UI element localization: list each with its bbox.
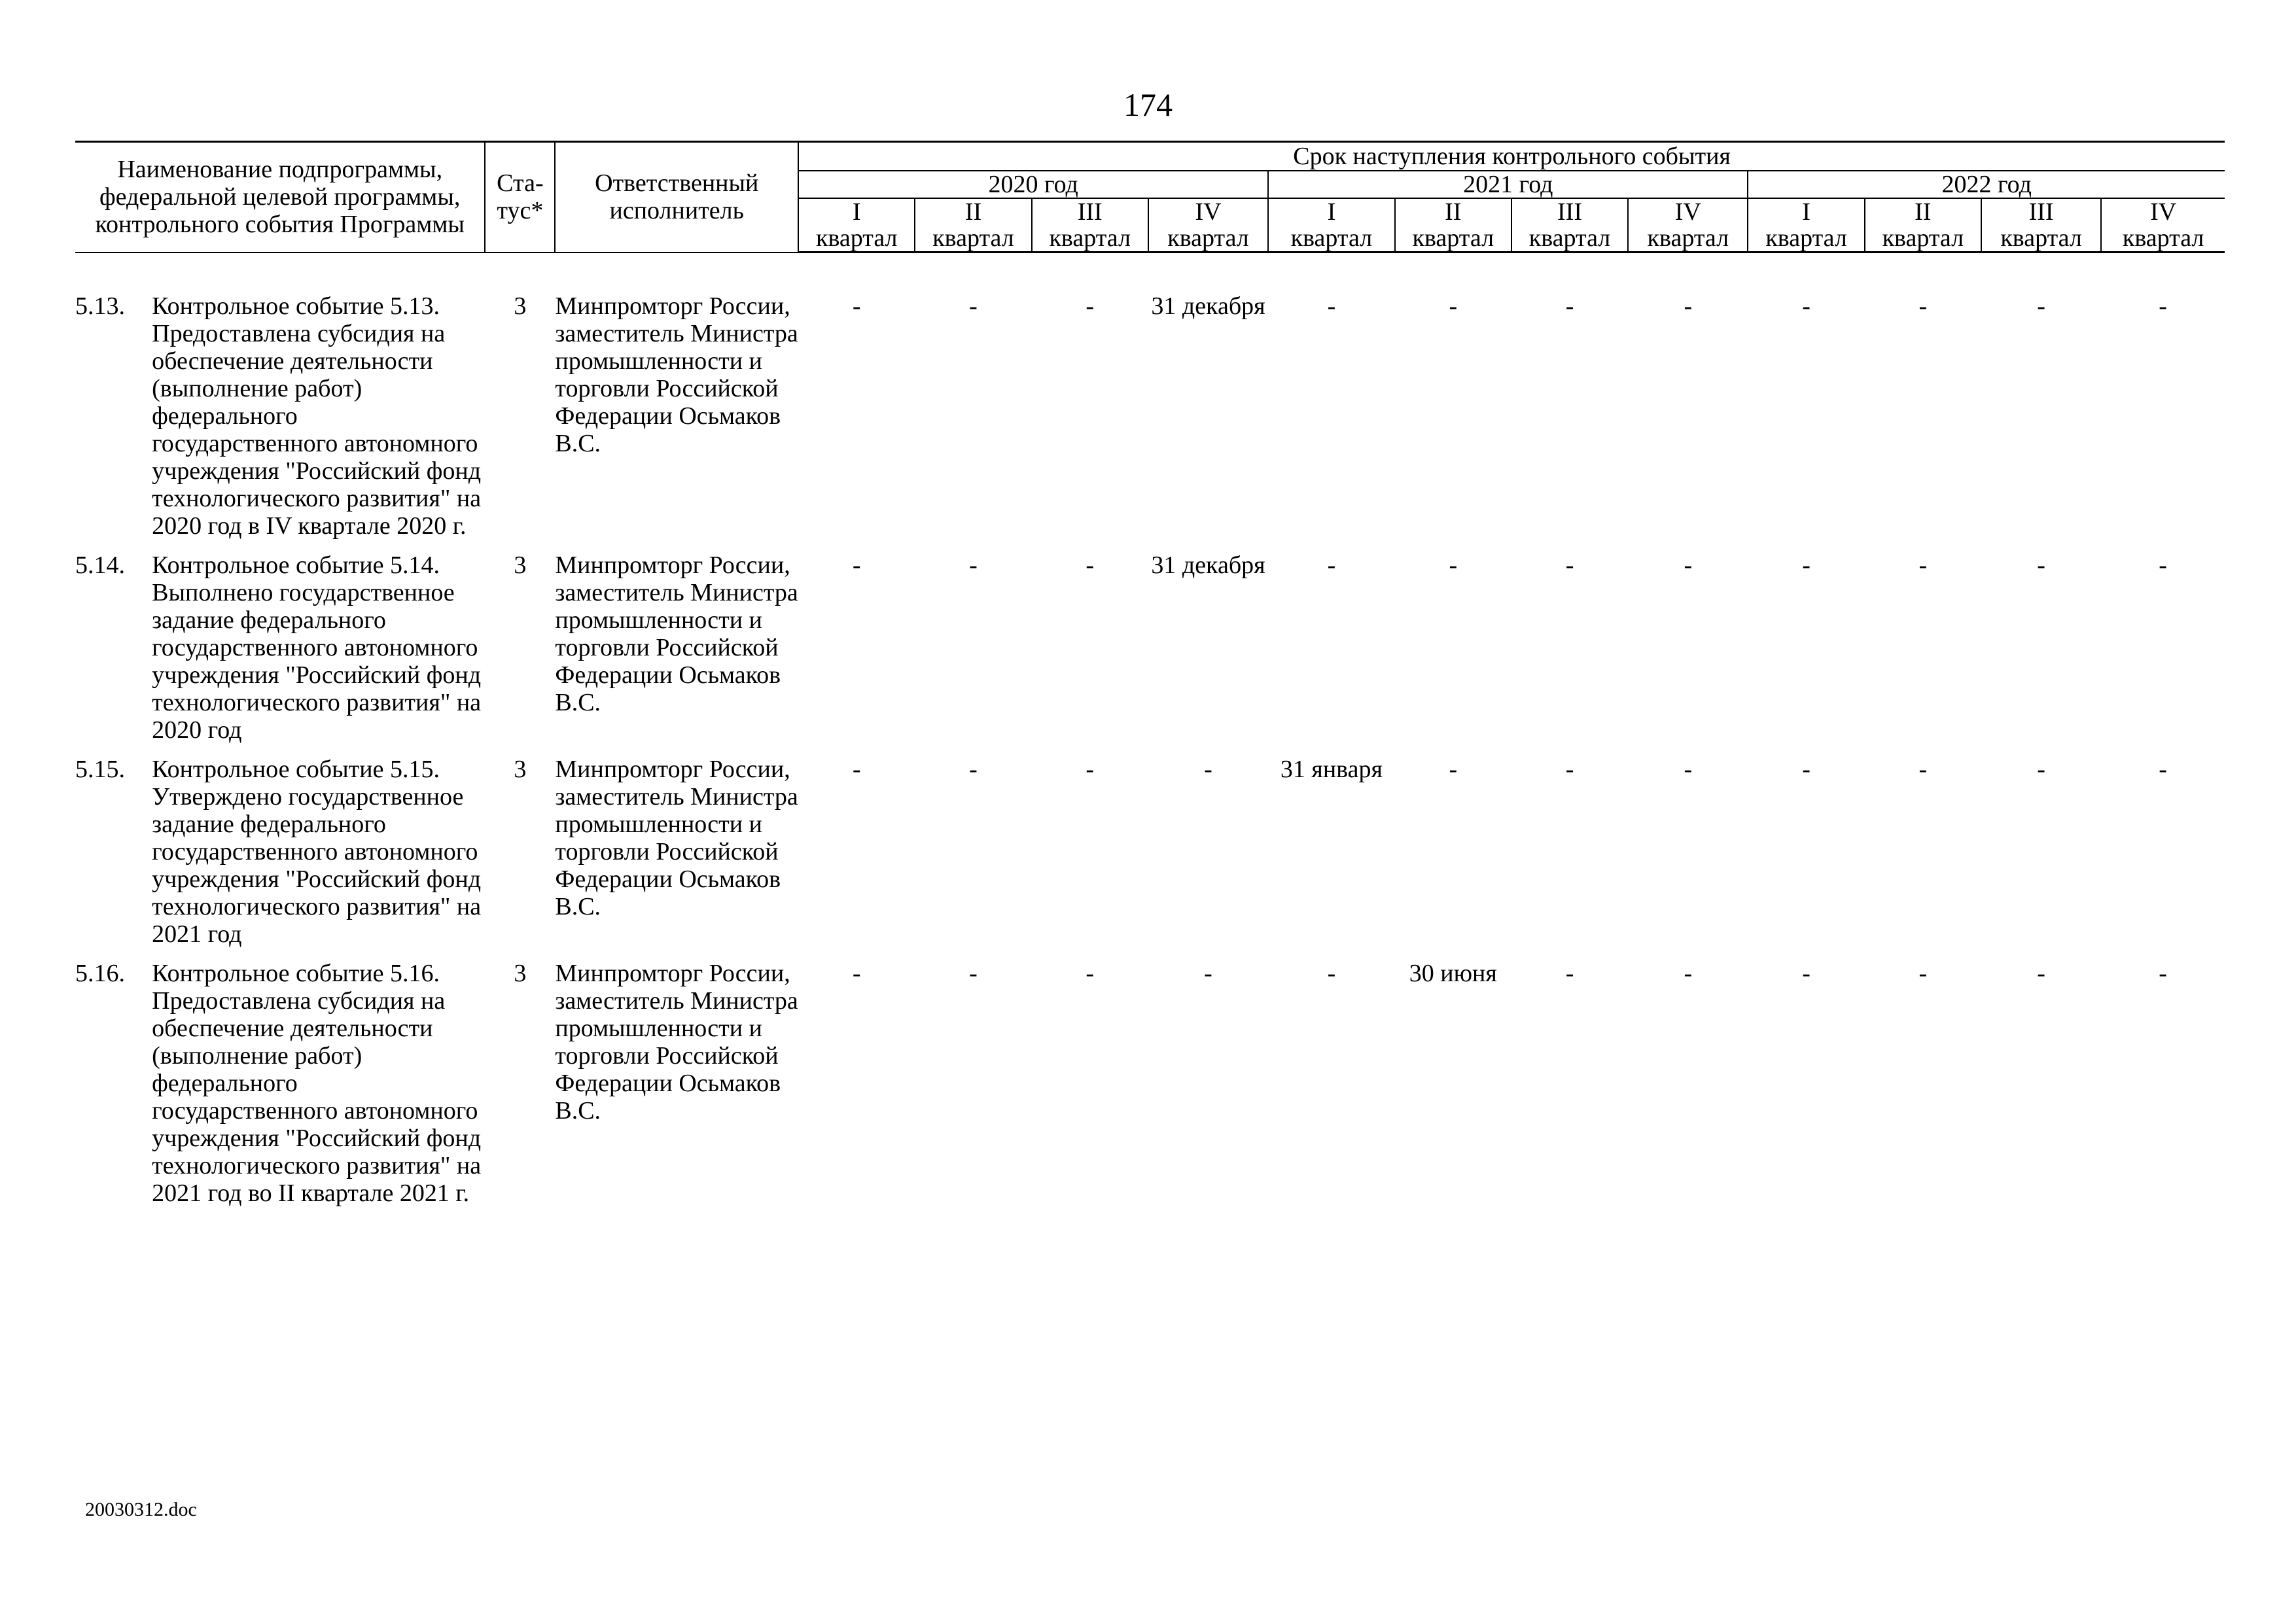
event-status: 3 — [514, 551, 527, 579]
event-number: 5.14. — [75, 551, 125, 579]
quarter-cell: - — [2159, 960, 2167, 987]
quarter-cell: - — [852, 551, 861, 579]
quarter-cell: - — [2159, 756, 2167, 783]
quarter-word: квартал — [1765, 224, 1847, 252]
quarter-roman: III — [2028, 198, 2054, 226]
header-executor: Ответственный исполнитель — [555, 142, 798, 253]
header-quarter — [1148, 198, 1268, 253]
quarter-cell: - — [1684, 292, 1693, 320]
quarter-cell: - — [1918, 960, 1928, 987]
table-body — [75, 253, 2225, 1219]
header-quarter — [1268, 198, 1395, 253]
quarter-roman: I — [1802, 198, 1810, 226]
quarter-word: квартал — [1412, 224, 1494, 252]
quarter-cell: 31 января — [1280, 756, 1383, 783]
quarter-cell: - — [1565, 960, 1574, 987]
quarter-word: квартал — [2122, 224, 2204, 252]
event-name: Контрольное событие 5.15. Утверждено государственное задание федерального государственного автономного учреждения "Российский фонд технологического развития" на 2021 год — [152, 756, 482, 948]
event-name: Контрольное событие 5.14. Выполнено государственное задание федерального государственного автономного учреждения "Российский фонд технологического развития" на 2020 год — [152, 551, 482, 744]
quarter-word: квартал — [1049, 224, 1131, 252]
quarter-cell: - — [852, 960, 861, 987]
quarter-word: квартал — [1167, 224, 1249, 252]
quarter-cell: - — [1565, 756, 1574, 783]
quarter-cell: - — [969, 292, 978, 320]
header-quarter — [1981, 198, 2101, 253]
quarter-roman: I — [852, 198, 861, 226]
quarter-cell: - — [1449, 292, 1458, 320]
event-executor: Минпромторг России, заместитель Министра промышленности и торговли Российской Федерации Осьмаков В.С. — [555, 292, 798, 457]
header-status: Ста-тус* — [485, 142, 555, 253]
quarter-cell: - — [2037, 756, 2045, 783]
quarter-cell: - — [1327, 551, 1336, 579]
quarter-cell: 31 декабря — [1151, 551, 1265, 579]
quarter-cell: - — [1327, 292, 1336, 320]
quarter-cell: - — [969, 551, 978, 579]
event-number: 5.13. — [75, 292, 125, 320]
quarter-word: квартал — [815, 224, 898, 252]
event-executor: Минпромторг России, заместитель Министра промышленности и торговли Российской Федерации Осьмаков В.С. — [555, 551, 798, 716]
header-year-2021: 2021 год — [1268, 171, 1748, 198]
quarter-roman: II — [964, 198, 982, 226]
event-executor: Минпромторг России, заместитель Министра промышленности и торговли Российской Федерации Осьмаков В.С. — [555, 756, 798, 920]
quarter-roman: I — [1327, 198, 1336, 226]
quarter-cell: - — [1802, 292, 1810, 320]
header-name: Наименование подпрограммы, федеральной целевой программы, контрольного события Программы — [75, 142, 485, 253]
event-executor: Минпромторг России, заместитель Министра промышленности и торговли Российской Федерации Осьмаков В.С. — [555, 960, 798, 1125]
quarter-cell: 30 июня — [1409, 960, 1497, 987]
header-quarter — [1032, 198, 1148, 253]
quarter-cell: - — [2037, 292, 2045, 320]
quarter-roman: IV — [1195, 198, 1222, 226]
header-quarter — [2101, 198, 2225, 253]
quarter-cell: - — [1449, 756, 1458, 783]
quarter-cell: - — [1918, 292, 1928, 320]
quarter-cell: - — [1918, 756, 1928, 783]
footer-file-name: 20030312.doc — [85, 1499, 197, 1520]
quarter-roman: II — [1445, 198, 1462, 226]
quarter-roman: III — [1557, 198, 1582, 226]
table-row — [75, 551, 2225, 756]
header-quarter — [915, 198, 1031, 253]
quarter-word: квартал — [1290, 224, 1373, 252]
quarter-cell: - — [1327, 960, 1336, 987]
table-row — [75, 960, 2225, 1219]
quarter-word: квартал — [1528, 224, 1611, 252]
quarter-cell: - — [1802, 551, 1810, 579]
quarter-cell: - — [1684, 756, 1693, 783]
quarter-cell: 31 декабря — [1151, 292, 1265, 320]
event-status: 3 — [514, 292, 527, 320]
header-quarter — [1395, 198, 1511, 253]
quarter-cell: - — [1565, 292, 1574, 320]
quarter-cell: - — [1086, 551, 1095, 579]
event-name: Контрольное событие 5.16. Предоставлена субсидия на обеспечение деятельности (выполнение работ) федерального государственного автономного учреждения "Российский фонд технологического развития" на 2021 год во II квартале 2021 г. — [152, 960, 482, 1207]
quarter-cell: - — [1565, 551, 1574, 579]
event-status: 3 — [514, 960, 527, 987]
event-number: 5.16. — [75, 960, 125, 987]
quarter-cell: - — [1086, 292, 1095, 320]
quarter-word: квартал — [932, 224, 1014, 252]
quarter-word: квартал — [1882, 224, 1964, 252]
event-name: Контрольное событие 5.13. Предоставлена субсидия на обеспечение деятельности (выполнение работ) федерального государственного автономного учреждения "Российский фонд технологического развития" на 2020 год в IV квартале 2020 г. — [152, 292, 482, 540]
control-events-table — [75, 141, 2225, 1219]
header-quarter — [1628, 198, 1748, 253]
quarter-cell: - — [1204, 756, 1212, 783]
quarter-cell: - — [969, 960, 978, 987]
header-year-2022: 2022 год — [1748, 171, 2225, 198]
quarter-cell: - — [1449, 551, 1458, 579]
header-quarter — [1865, 198, 1981, 253]
quarter-cell: - — [1204, 960, 1212, 987]
quarter-word: квартал — [1647, 224, 1729, 252]
table-row — [75, 292, 2225, 551]
quarter-cell: - — [1086, 960, 1095, 987]
quarter-cell: - — [1684, 551, 1693, 579]
event-status: 3 — [514, 756, 527, 783]
quarter-cell: - — [2037, 960, 2045, 987]
quarter-cell: - — [1802, 756, 1810, 783]
quarter-cell: - — [852, 292, 861, 320]
quarter-cell: - — [1086, 756, 1095, 783]
quarter-cell: - — [1918, 551, 1928, 579]
quarter-roman: II — [1915, 198, 1932, 226]
quarter-word: квартал — [2000, 224, 2082, 252]
header-period: Срок наступления контрольного события — [798, 142, 2225, 171]
quarter-roman: III — [1077, 198, 1103, 226]
table-row — [75, 756, 2225, 960]
header-quarter — [1511, 198, 1628, 253]
quarter-roman: IV — [2150, 198, 2177, 226]
header-quarter — [798, 198, 915, 253]
quarter-roman: IV — [1674, 198, 1701, 226]
quarter-cell: - — [969, 756, 978, 783]
quarter-cell: - — [1684, 960, 1693, 987]
event-number: 5.15. — [75, 756, 125, 783]
header-quarter — [1748, 198, 1864, 253]
quarter-cell: - — [2159, 292, 2167, 320]
quarter-cell: - — [1802, 960, 1810, 987]
header-year-2020: 2020 год — [798, 171, 1268, 198]
quarter-cell: - — [852, 756, 861, 783]
quarter-cell: - — [2159, 551, 2167, 579]
page-number: 174 — [1123, 86, 1173, 123]
quarter-cell: - — [2037, 551, 2045, 579]
